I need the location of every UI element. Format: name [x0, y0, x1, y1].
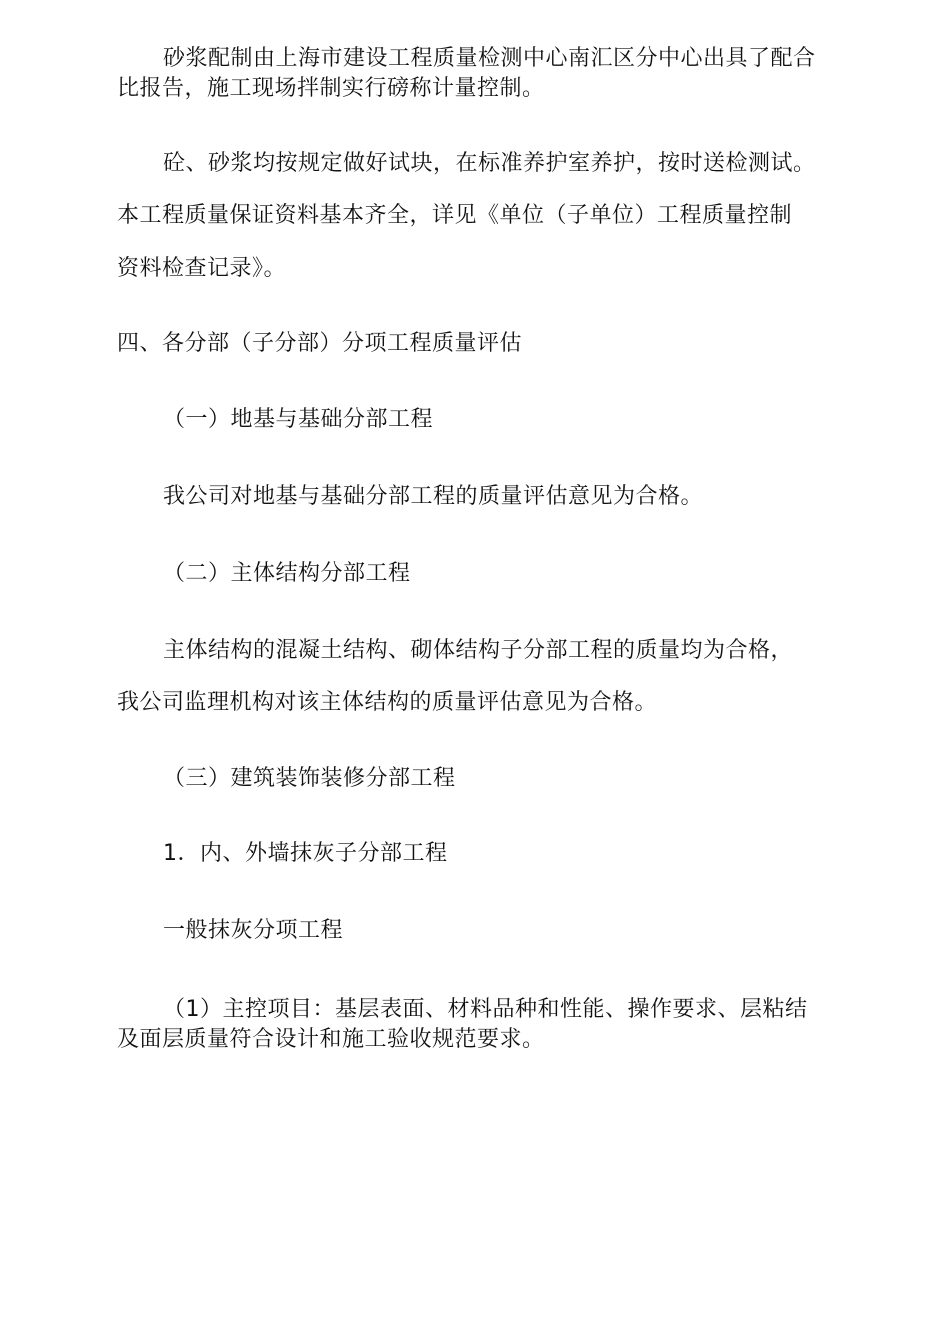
- subsection-heading-main-structure: （二）主体结构分部工程: [163, 561, 411, 586]
- subsection-heading-decoration: （三）建筑装饰装修分部工程: [163, 766, 456, 791]
- paragraph-foundation-opinion: 我公司对地基与基础分部工程的质量评估意见为合格。: [163, 484, 704, 509]
- item-heading-plastering: 1．内、外墙抹灰子分部工程: [163, 841, 448, 866]
- text-line: 砼、砂浆均按规定做好试块，在标准养护室养护，按时送检测试。: [163, 151, 816, 176]
- text-line: 我公司监理机构对该主体结构的质量评估意见为合格。: [117, 690, 658, 715]
- text-line: 砂浆配制由上海市建设工程质量检测中心南汇区分中心出具了配合: [163, 46, 816, 71]
- text-line: 资料检查记录》。: [117, 256, 287, 281]
- subsection-heading-foundation: （一）地基与基础分部工程: [163, 407, 434, 432]
- text-line: 及面层质量符合设计和施工验收规范要求。: [117, 1027, 545, 1052]
- item-heading-general-plastering: 一般抹灰分项工程: [163, 918, 344, 943]
- text-line: 主体结构的混凝土结构、砌体结构子分部工程的质量均为合格，: [163, 638, 794, 663]
- text-line: （1）主控项目：基层表面、材料品种和性能、操作要求、层粘结: [163, 997, 808, 1022]
- section-heading: 四、各分部（子分部）分项工程质量评估: [117, 331, 523, 356]
- text-line: 比报告，施工现场拌制实行磅称计量控制。: [117, 76, 545, 101]
- text-line: 本工程质量保证资料基本齐全，详见《单位（子单位）工程质量控制: [117, 203, 793, 228]
